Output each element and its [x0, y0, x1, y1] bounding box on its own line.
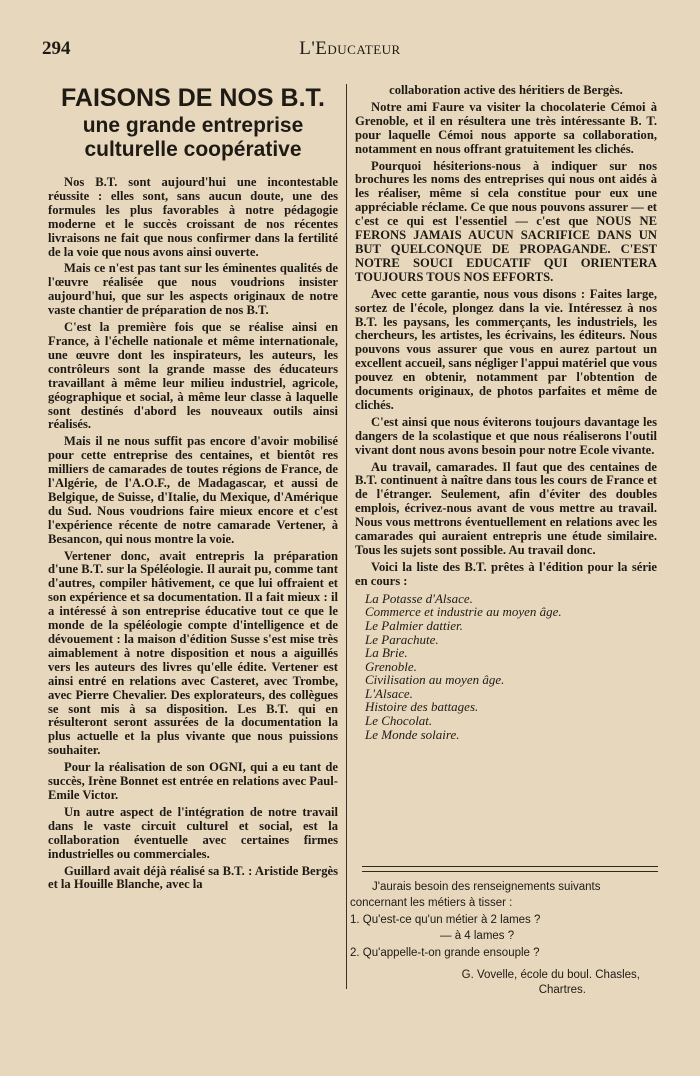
- notice-question-1: 1. Qu'est-ce qu'un métier à 2 lames ?: [350, 914, 541, 926]
- paragraph: Mais il ne nous suffit pas encore d'avoir mobilisé pour cette entreprise des centaines, et bientôt res milliers de camarades de toutes régions de France, de l'Algérie, de l'A.O.F., de Madagascar, et aussi de Belgique, de Suisse, d'Italie, du Mexique, d'Amérique du Sud. Nous voudrions faire mieux encore et c'est l'expérience récente de notre camarade Vertener, à Besancon, qui nous montre la voie.: [48, 434, 338, 546]
- paragraph: Notre ami Faure va visiter la chocolaterie Cémoi à Grenoble, et il en résultera une très intéressante B. T. pour laquelle Cémoi nous apporte sa collaboration, notamment en nous offrant gratuitement les clichés.: [355, 99, 657, 156]
- paragraph: C'est la première fois que se réalise ainsi en France, à l'échelle nationale et même internationale, une œuvre dont les inspirateurs, les auteurs, les contrôleurs sont la grande masse des éducateurs travaillant à même leur milieu industriel, agricole, géographique et social, à même leur classe à laquelle sont destinés d'abord les nouveaux outils ainsi réalisés.: [48, 320, 338, 432]
- notice-signature-city: Chartres.: [538, 984, 586, 996]
- list-item: Le Parachute.: [365, 631, 439, 647]
- paragraph: Voici la liste des B.T. prêtes à l'édition pour la série en cours :: [355, 559, 657, 588]
- page-number: 294: [42, 38, 71, 59]
- list-item: Commerce et industrie au moyen âge.: [365, 604, 562, 620]
- article-subtitle-line-2: culturelle coopérative: [84, 138, 302, 161]
- notice-box: [350, 880, 650, 999]
- notice-intro: J'aurais besoin des renseignements suivants concernant les métiers à tisser :: [350, 881, 601, 909]
- paragraph: Pourquoi hésiterions-nous à indiquer sur nos brochures les noms des entreprises qui nous ont aidés à les réaliser, même si cela constitue pour eux une appréciable réclame. Ce que nous pouvons assurer — et c'est ce qui est l'essentiel — c'est que NOUS NE FERONS JAMAIS AUCUN SACRIFICE DANS UN BUT QUELCONQUE DE PROPAGANDE. C'EST NOTRE SOUCI EDUCATIF QUI ORIENTERA TOUJOURS TOUS NOS EFFORTS.: [355, 158, 657, 284]
- list-item: Le Chocolat.: [365, 713, 433, 729]
- list-item: Histoire des battages.: [365, 699, 479, 715]
- article-subtitle-line-1: une grande entreprise: [82, 114, 304, 137]
- article-right-column: [355, 84, 657, 741]
- journal-title: L'Educateur: [299, 38, 401, 59]
- paragraph: Mais ce n'est pas tant sur les éminentes qualités de l'œuvre réalisée que nous voudrions insister aujourd'hui, que sur les aspects originaux de notre vaste chantier de préparation de nos B.T.: [48, 261, 338, 318]
- bt-list: [355, 592, 657, 742]
- paragraph: Nos B.T. sont aujourd'hui une incontestable réussite : elles sont, sans aucun doute, une des formules les plus favorables à notre pédagogie moderne et le succès croissant de nos récentes livraisons ne fait que nous confirmer dans la fertilité de la voie que nous avons ainsi ouverte.: [48, 175, 338, 259]
- column-divider: [346, 84, 347, 989]
- paragraph: Au travail, camarades. Il faut que des centaines de B.T. continuent à naître dans tous les cours de France et de l'étranger. Seulement, afin d'éviter des doubles emplois, écrivez-nous avant de vous mettre au travail. Nous vous mettrons éventuellement en relations avec les camarades qui auraient entrepris une étude similaire. Tous les sujets sont possible. Au travail donc.: [355, 459, 657, 557]
- list-item: L'Alsace.: [365, 685, 413, 701]
- list-item: La Brie.: [365, 645, 408, 661]
- list-item: Le Monde solaire.: [365, 726, 460, 742]
- article-subtitle: [48, 114, 338, 162]
- list-item: Grenoble.: [365, 658, 417, 674]
- notice-question-1b: — à 4 lames ?: [440, 929, 515, 942]
- list-item: Le Palmier dattier.: [365, 617, 463, 633]
- page-header: [42, 38, 658, 64]
- notice-question-2: 2. Qu'appelle-t-on grande ensouple ?: [350, 947, 540, 959]
- list-item: Civilisation au moyen âge.: [365, 672, 505, 688]
- paragraph: Pour la réalisation de son OGNI, qui a eu tant de succès, Irène Bonnet est entrée en relations avec Paul-Emile Victor.: [48, 760, 338, 802]
- paragraph: Vertener donc, avait entrepris la préparation d'une B.T. sur la Spéléologie. Il aurait pu, comme tant d'autres, compiler hâtivement, ce que lui offraient et son expérience et sa documentation. Il a fait mieux : il a intéressé à son entreprise éducative tout ce que le monde de la spéléologie compte d'intelligence et de dévouement : la maison d'édition Susse s'est mise très aimablement à notre disposition et nous a aiguillés vers les auteurs des livres qu'elle édite. Vertener est ainsi entré en relations avec Casteret, avec Trombe, avec Pierre Chevalier. Des explorateurs, des collègues se sont mis à sa disposition. Les B.T. qui en résulteront seront assurées de la documentation la plus actuelle et la plus vivante que nous puissions souhaiter.: [48, 548, 338, 758]
- article-left-column: [48, 84, 338, 895]
- paragraph: Avec cette garantie, nous vous disons : Faites large, sortez de l'école, plongez dans la vie. Intéressez à nos B.T. les paysans, les commerçants, les industriels, les chercheurs, les artistes, les écrivains, les éditeurs. Nous pouvons vous assurer que vous en aurez partout un excellent accueil, sans négliger l'appui matériel que vous pouvez en obtenir, notamment par l'obtention de documents originaux, de photos parfaites et même de clichés.: [355, 286, 657, 412]
- paragraph: C'est ainsi que nous éviterons toujours davantage les dangers de la scolastique et que nous réaliserons l'outil vivant dont nous avons besoin pour notre Ecole vivante.: [355, 414, 657, 457]
- paragraph: Un autre aspect de l'intégration de notre travail dans le vaste circuit culturel et social, est la collaboration éventuelle avec certaines firmes industrielles ou commerciales.: [48, 804, 338, 861]
- paragraph: Guillard avait déjà réalisé sa B.T. : Aristide Bergès et la Houille Blanche, avec la: [48, 863, 338, 892]
- section-divider: [362, 866, 658, 872]
- paragraph-continuation: collaboration active des héritiers de Bergès.: [389, 83, 623, 97]
- article-title: FAISONS DE NOS B.T.: [61, 84, 325, 112]
- notice-signature: G. Vovelle, école du boul. Chasles,: [461, 968, 640, 981]
- list-item: La Potasse d'Alsace.: [365, 590, 473, 606]
